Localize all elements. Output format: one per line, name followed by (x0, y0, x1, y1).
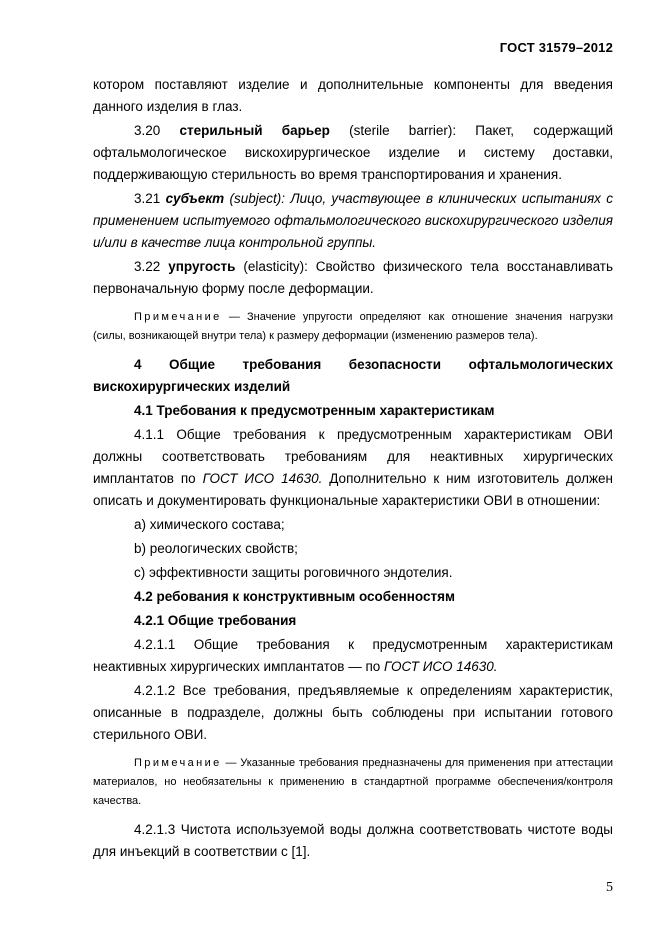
page-number: 5 (606, 880, 613, 895)
paragraph-continuation: котором поставляют изделие и дополнительные компоненты для введения данного изделия в глаз. (93, 77, 613, 114)
clause-text: 4.1.1 Общие требования к предусмотренным характеристикам ОВИ должны соответствовать требованиям для неактивных хирургических имплантатов по (93, 427, 613, 486)
clause-number: 3.20 (134, 123, 161, 138)
subsection-heading-4-1: 4.1 Требования к предусмотренным характеристикам (134, 403, 495, 418)
note-label: Примечание (134, 757, 222, 769)
document-body (93, 74, 613, 863)
note-text: — Значение упругости определяют как отношение значения нагрузки (силы, возникающей внутри тела) к размеру деформации (изменению размеров тела). (93, 311, 613, 342)
definition-3-20 (93, 120, 613, 186)
clause-number: 3.22 (134, 259, 161, 274)
definition-text: (elasticity): Свойство физического тела восстанавливать первоначальную форму после деформации. (93, 259, 613, 296)
clause-4-2-1-3: 4.2.1.3 Чистота используемой воды должна соответствовать чистоте воды для инъекций в соответствии с [1]. (93, 822, 613, 859)
clause-4-1-1 (93, 424, 613, 512)
note-requirements (93, 754, 613, 811)
clause-number: 3.21 (134, 191, 161, 206)
term: стерильный барьер (179, 123, 330, 138)
list-item-b: b) реологических свойств; (134, 541, 298, 556)
subsection-heading-4-2: 4.2 ребования к конструктивным особенностям (134, 589, 455, 604)
document-standard-number: ГОСТ 31579–2012 (499, 40, 613, 55)
list-item-a: а) химического состава; (134, 517, 285, 532)
definition-text: (subject): Лицо, участвующее в клинических испытаниях с применением испытуемого офтальмологического вискохирургического изделия и/или в качестве лица контрольной группы. (93, 191, 613, 250)
standard-reference: ГОСТ ИСО 14630. (384, 659, 498, 674)
standard-reference: ГОСТ ИСО 14630. (202, 471, 323, 486)
definition-3-22 (93, 256, 613, 300)
list-item-c: с) эффективности защиты роговичного эндотелия. (134, 565, 453, 580)
section-heading-4: 4 Общие требования безопасности офтальмологических вискохирургических изделий (93, 357, 613, 394)
term: субъект (165, 191, 225, 206)
clause-4-2-1-2: 4.2.1.2 Все требования, предъявляемые к определениям характеристик, описанные в подразделе, должны быть соблюдены при испытании готового стерильного ОВИ. (93, 683, 613, 742)
subsection-heading-4-2-1: 4.2.1 Общие требования (134, 613, 297, 628)
note-text: — Указанные требования предназначены для применения при аттестации материалов, но необязательны к применению в стандартной программе обеспечения/контроля качества. (93, 757, 613, 807)
clause-4-2-1-1 (93, 634, 613, 678)
note-label: Примечание (134, 311, 222, 323)
clause-text-end: Дополнительно к ним изготовитель должен описать и документировать функциональные характеристики ОВИ в отношении: (93, 471, 613, 508)
clause-text: 4.2.1.1 Общие требования к предусмотренным характеристикам неактивных хирургических имплантатов — по (93, 637, 613, 674)
definition-text: (sterile barrier): Пакет, содержащий офтальмологическое вискохирургическое изделие и систему доставки, поддерживающую стерильность во время транспортирования и хранения. (93, 123, 613, 182)
definition-3-21 (93, 188, 613, 254)
term: упругость (168, 259, 236, 274)
note-elasticity (93, 308, 613, 346)
